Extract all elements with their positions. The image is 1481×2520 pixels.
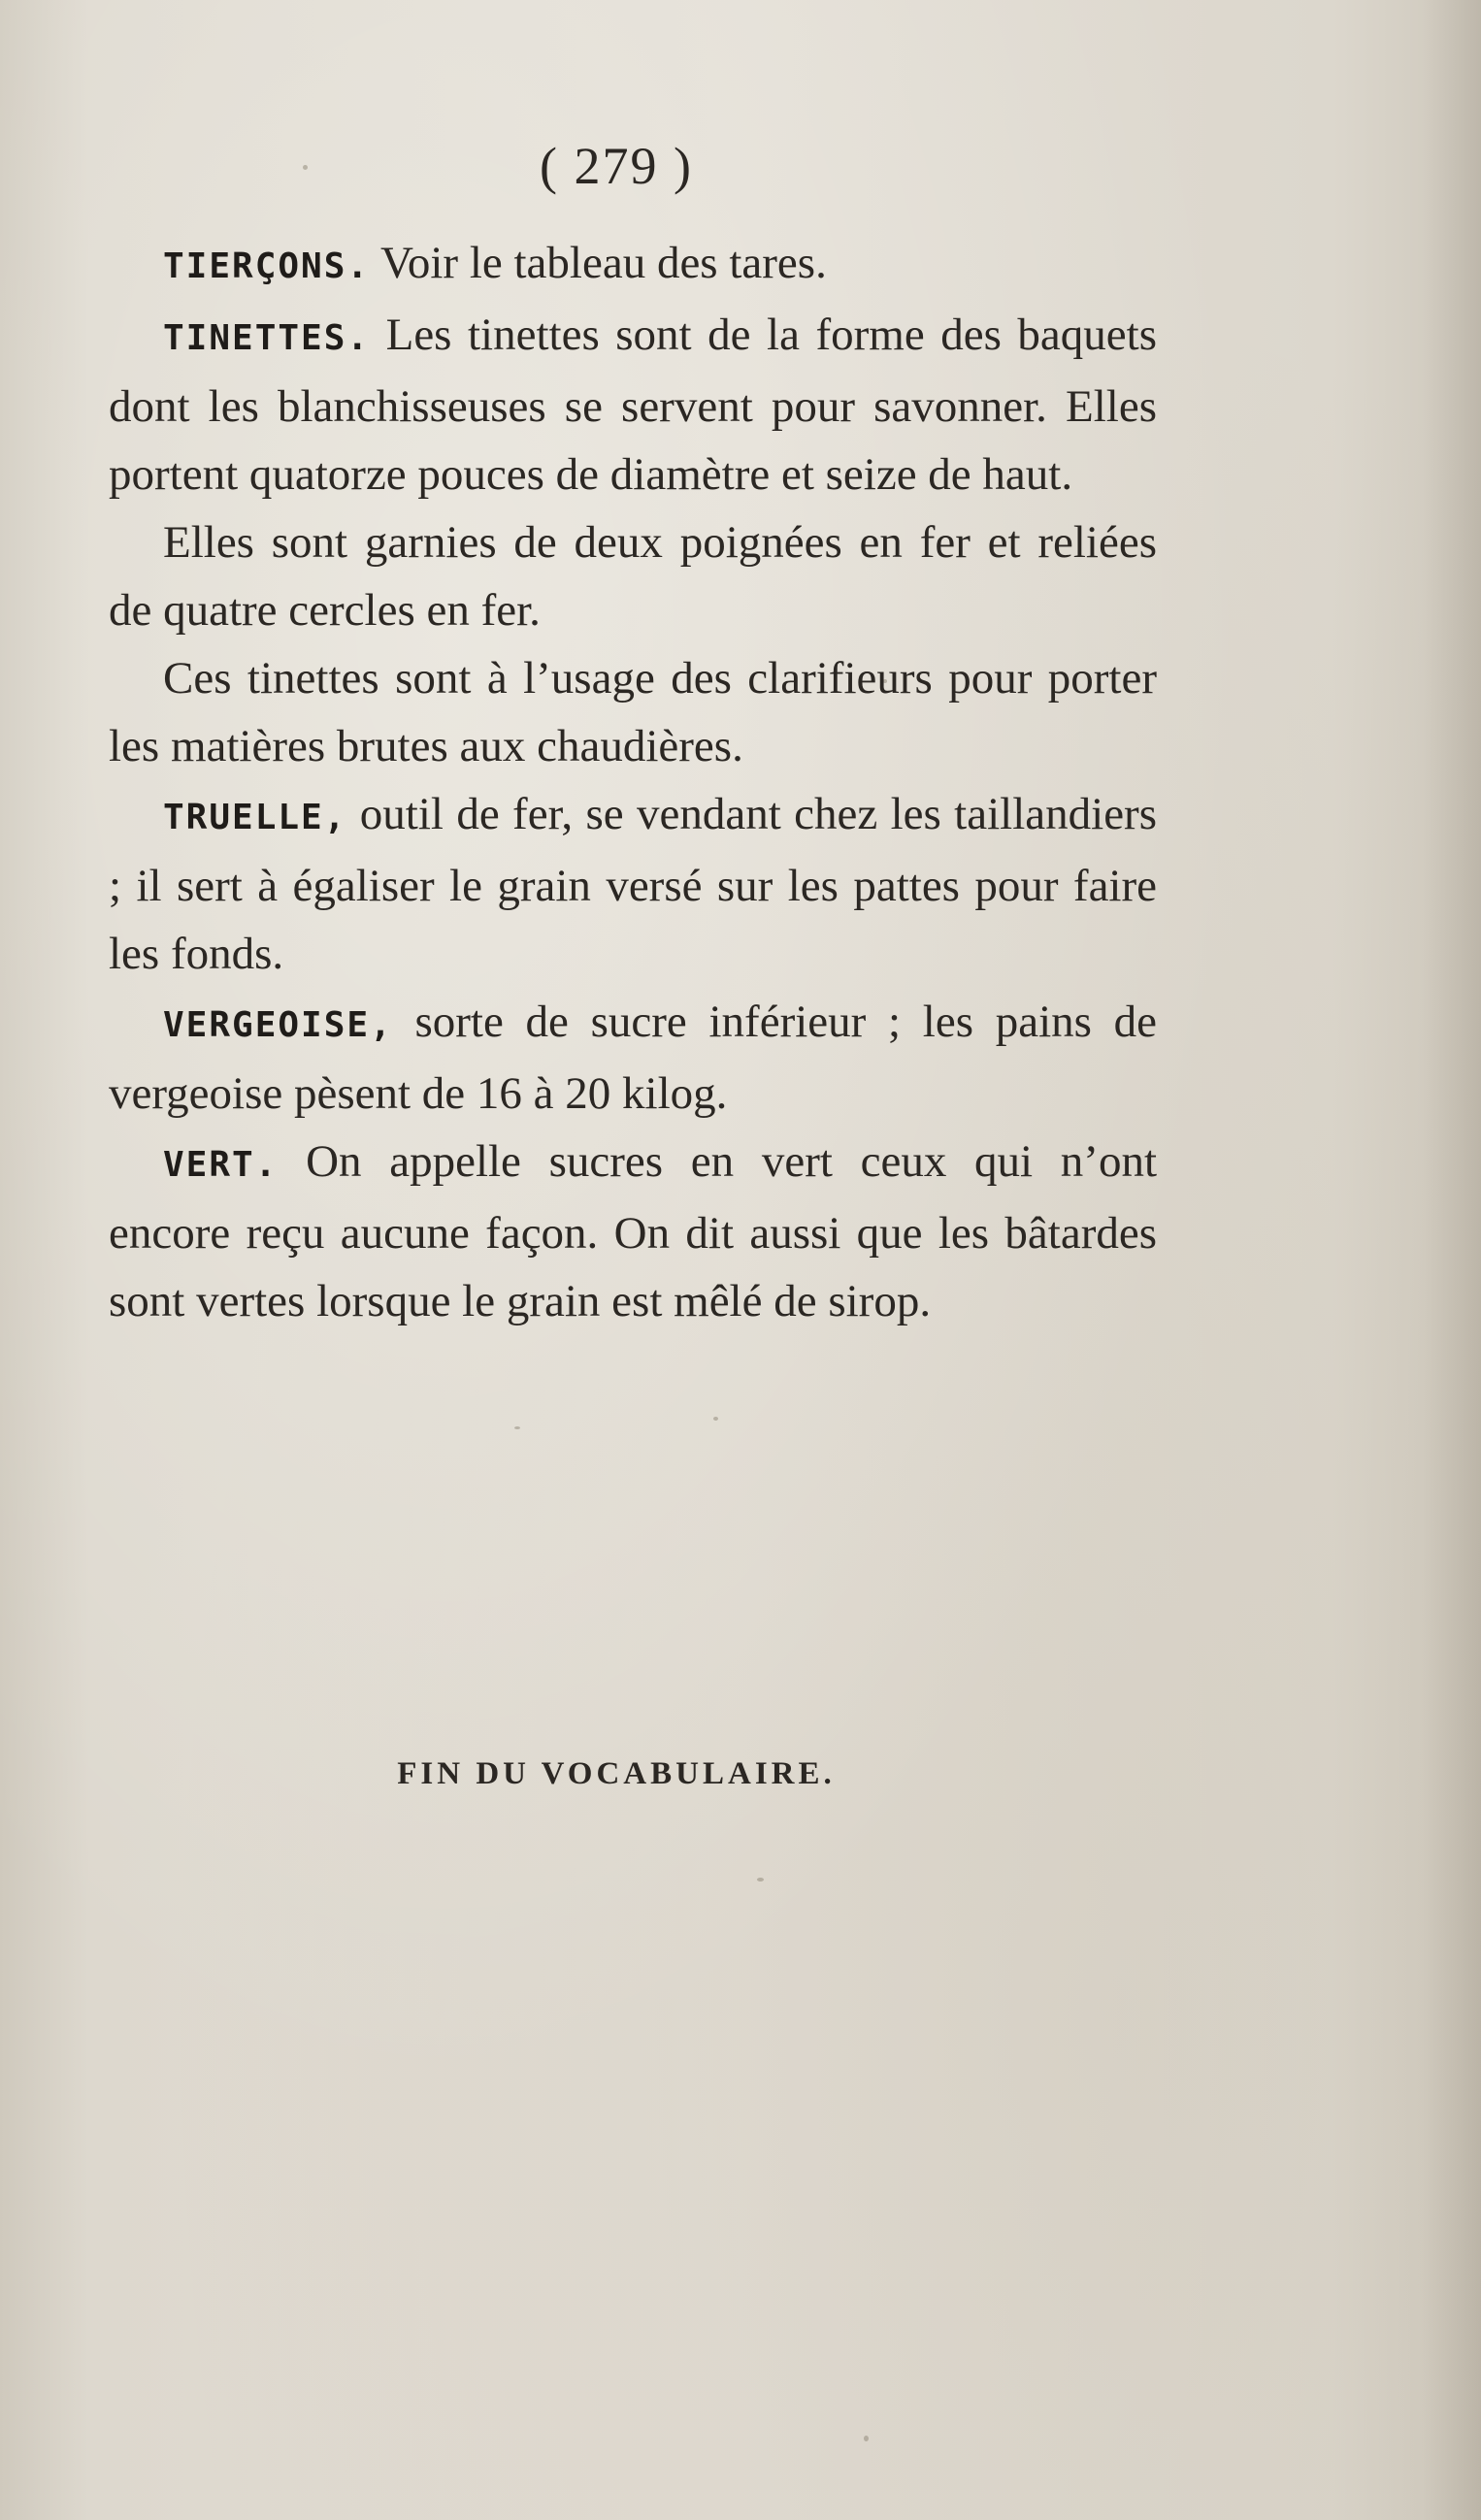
entry-headword: TRUELLE,	[163, 798, 347, 837]
entry-text: Voir le tableau des tares.	[370, 238, 827, 288]
entry-text: Ces tinettes sont à l’usage des clarifieurs pour porter les matières brutes aux chaudières.	[109, 653, 1157, 771]
closing-line: FIN DU VOCABULAIRE.	[397, 1756, 836, 1791]
entry-paragraph	[109, 229, 1157, 301]
vocabulary-text	[109, 229, 1157, 1335]
entry-paragraph	[109, 508, 1157, 644]
paper-speck	[713, 1417, 718, 1421]
entry-paragraph	[109, 780, 1157, 988]
entry-headword: TIERÇONS.	[163, 246, 371, 286]
paper-speck	[757, 1878, 764, 1882]
entry-paragraph	[109, 301, 1157, 508]
paper-speck	[514, 1426, 520, 1429]
page-number: ( 279 )	[540, 137, 693, 195]
entry-paragraph	[109, 644, 1157, 780]
entry-text: sorte de sucre inférieur ; les pains de vergeoise pèsent de 16 à 20 kilog.	[109, 997, 1157, 1119]
entry-text: On appelle sucres en vert ceux qui n’ont encore reçu aucune façon. On dit aussi que les bâtardes sont vertes lorsque le grain est mêlé de sirop.	[109, 1136, 1157, 1326]
paper-speck	[864, 2436, 869, 2441]
entry-paragraph	[109, 1128, 1157, 1335]
page-edge-shadow	[1423, 0, 1481, 2520]
entry-headword: VERT.	[163, 1145, 279, 1185]
entry-text: Elles sont garnies de deux poignées en fer et reliées de quatre cercles en fer.	[109, 517, 1157, 636]
entry-text: outil de fer, se vendant chez les taillandiers ; il sert à égaliser le grain versé sur les pattes pour faire les fonds.	[109, 789, 1157, 979]
entry-paragraph	[109, 988, 1157, 1128]
entry-text: Les tinettes sont de la forme des baquets dont les blanchisseuses se servent pour savonner. Elles portent quatorze pouces de diamètre et seize de haut.	[109, 310, 1157, 500]
entry-headword: VERGEOISE,	[163, 1005, 393, 1045]
entry-headword: TINETTES.	[163, 318, 371, 358]
